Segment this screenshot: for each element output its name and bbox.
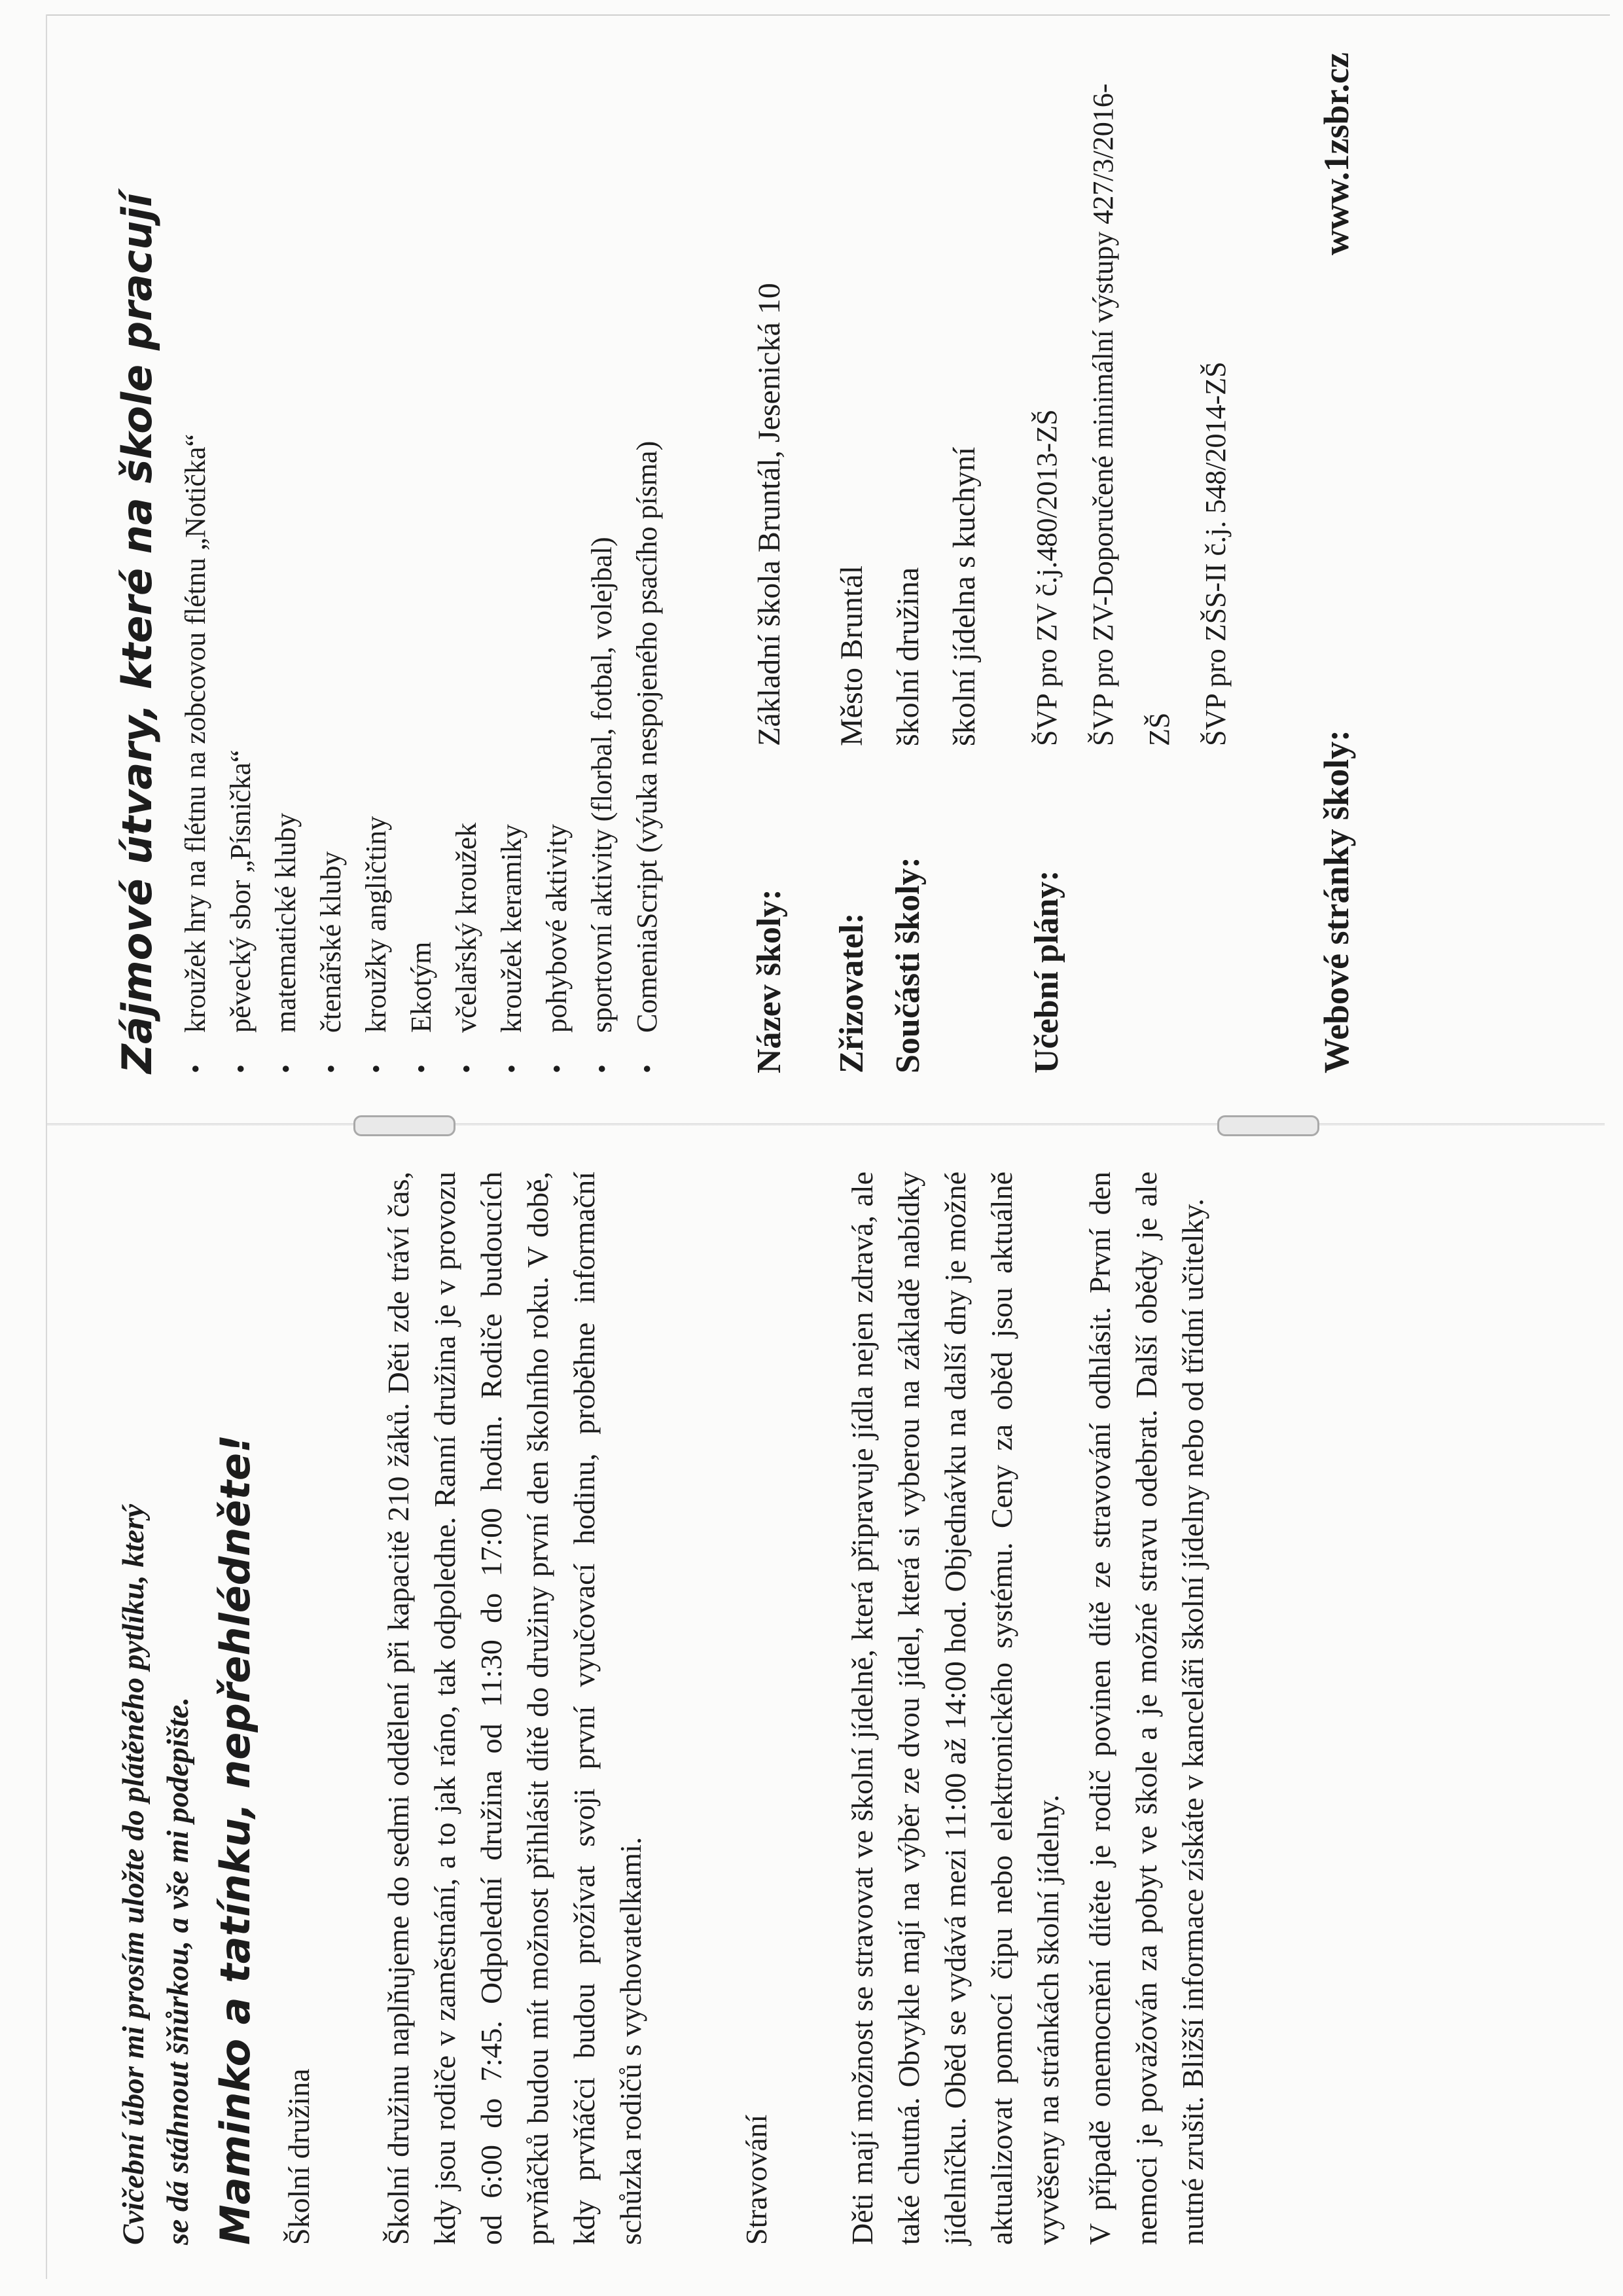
intro-line-1: Cvičební úbor mi prosím uložte do plátěného pytlíku, který (116, 1504, 151, 2245)
website-link[interactable]: www.1zsbr.cz (1317, 52, 1356, 255)
curriculum-label: Učební plány: (1028, 870, 1065, 1073)
paper-edge-top (46, 14, 1610, 16)
section-label-stravovani: Stravování (740, 2114, 773, 2245)
founder-value: Město Bruntál (834, 565, 869, 746)
curriculum-item-2: ŠVP pro ZV-Doporučené minimální výstupy 427/3/2016-ZŠ (1087, 83, 1175, 746)
list-item: • včelařský kroužek (444, 52, 489, 1073)
website-label: Webové stránky školy: (1317, 729, 1356, 1073)
list-item: • matematické kluby (263, 52, 308, 1073)
school-info (741, 52, 1244, 1073)
list-item: • ComeniaScript (výuka nespojeného psacího písma) (624, 52, 669, 1073)
list-item: • kroužek hry na flétnu na zobcovou flétnu „Notička“ (173, 52, 218, 1073)
staple-icon (1217, 1115, 1319, 1136)
school-part-2: školní jídelna s kuchyní (947, 446, 982, 746)
stravovani-paragraph-2: V případě onemocnění dítěte je rodič povinen dítě ze stravování odhlásit. První den nemoci je považován za pobyt ve škole a je možné stravu odebrat. Další obědy je ale nutné zrušit. Bližší informace získáte v kanceláři školní jídelny nebo od třídní učitelky. (1083, 1172, 1209, 2245)
school-parts-label: Součásti školy: (889, 857, 927, 1073)
staple-icon (353, 1115, 455, 1136)
page-headline: Maminko a tatínku, nepřehlédněte! (211, 1434, 259, 2245)
druzina-paragraph: Školní družinu naplňujeme do sedmi oddělení při kapacitě 210 žáků. Děti zde tráví čas, kdy jsou rodiče v zaměstnání, a to jak ráno, tak odpoledne. Ranní družina je v provozu od 6:00 do 7:45. Odpolední družina od 11:30 do 17:00 hodin. Rodiče budoucích prvňáčků budou mít možnost přihlásit dítě do družiny první den školního roku. V době, kdy prvňáčci budou prožívat svoji první vyučovací hodinu, proběhne informační schůzka rodičů s vychovatelkami. (382, 1172, 647, 2245)
founder-label: Zřizovatel: (833, 912, 870, 1073)
left-page (111, 1172, 1518, 2245)
list-item: • čtenářské kluby (308, 52, 353, 1073)
school-name-value: Základní škola Bruntál, Jesenická 10 (752, 283, 787, 746)
list-item: • sportovní aktivity (florbal, fotbal, volejbal) (579, 52, 624, 1073)
school-name-label: Název školy: (751, 889, 788, 1073)
paper-edge-left (46, 14, 47, 2279)
clubs-title: Zájmové útvary, které na škole pracují (113, 193, 161, 1073)
list-item: • Ekotým (399, 52, 444, 1073)
school-part-1: školní družina (891, 567, 925, 746)
intro-line-2: se dá stáhnout šňůrkou, a vše mi podepište. (161, 1697, 195, 2245)
school-parts-value (880, 65, 993, 746)
center-fold (47, 1123, 1605, 1126)
list-item: • pohybové aktivity (534, 52, 579, 1073)
curriculum-list (1019, 65, 1244, 746)
curriculum-item-3: ŠVP pro ZŠS-II č.j. 548/2014-ZŠ (1200, 361, 1232, 746)
right-page (111, 52, 1518, 1073)
curriculum-item-1: ŠVP pro ZV č.j.480/2013-ZŠ (1031, 409, 1063, 746)
website-row (1316, 52, 1357, 1073)
stravovani-paragraph-1: Děti mají možnost se stravovat ve školní jídelně, která připravuje jídla nejen zdravá, ale také chutná. Obvykle mají na výběr ze dvou jídel, která si vyberou na základě nabídky jídelníčku. Oběd se vydává mezi 11:00 až 14:00 hod. Objednávku na další dny je možné aktualizovat pomocí čipu nebo elektronického systému. Ceny za oběd jsou aktuálně vyvěšeny na stránkách školní jídelny. (846, 1172, 1065, 2245)
list-item: • pěvecký sbor „Písnička“ (218, 52, 263, 1073)
clubs-list (173, 52, 669, 1073)
list-item: • kroužek keramiky (489, 52, 534, 1073)
section-label-druzina: Školní družina (282, 2068, 315, 2245)
intro-note (111, 1172, 200, 2245)
list-item: • kroužky angličtiny (353, 52, 399, 1073)
